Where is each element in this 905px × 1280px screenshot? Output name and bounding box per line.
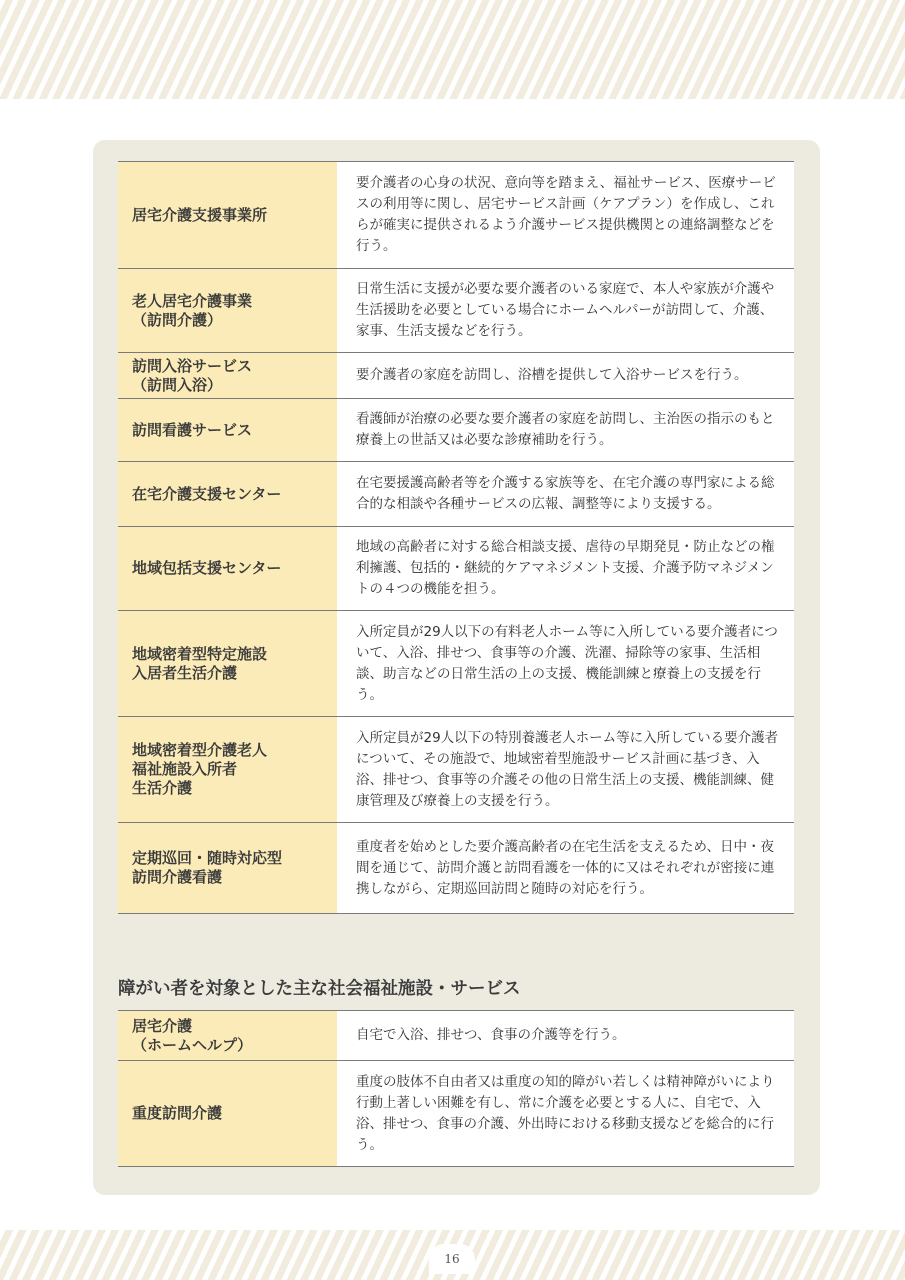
table-row [118, 611, 794, 717]
service-name [118, 353, 337, 399]
service-name-line: 居宅介護 （ホームヘルプ） [132, 1016, 253, 1054]
service-name-line: 訪問入浴サービス （訪問入浴） [132, 356, 253, 394]
service-name [118, 717, 337, 823]
disability-services-table [118, 1010, 794, 1167]
table-row [118, 527, 794, 611]
table-row [118, 823, 794, 914]
service-name-line: 地域密着型介護老人 福祉施設入所者 生活介護 [132, 741, 268, 797]
service-name-line: 地域密着型特定施設 入居者生活介護 [132, 644, 268, 682]
table-row [118, 269, 794, 353]
service-name: 居宅介護支援事業所 [118, 162, 337, 269]
section-heading: 障がい者を対象とした主な社会福祉施設・サービス [118, 979, 521, 999]
service-description: 看護師が治療の必要な要介護者の家庭を訪問し、主治医の指示のもと療養上の世話又は必要な診療補助を行う。 [337, 399, 794, 462]
table-row [118, 1061, 794, 1167]
table-row [118, 462, 794, 527]
service-description: 要介護者の心身の状況、意向等を踏まえ、福祉サービス、医療サービスの利用等に関し、居宅サービス計画（ケアプラン）を作成し、これらが確実に提供されるよう介護サービス提供機関との連絡調整などを行う。 [337, 162, 794, 269]
decorative-stripe-header [0, 0, 905, 99]
service-description: 要介護者の家庭を訪問し、浴槽を提供して入浴サービスを行う。 [337, 353, 794, 399]
service-name [118, 1011, 337, 1061]
service-name: 地域包括支援センター [118, 527, 337, 611]
table-row [118, 399, 794, 462]
elderly-services-table [118, 161, 794, 914]
service-description: 地域の高齢者に対する総合相談支援、虐待の早期発見・防止などの権利擁護、包括的・継続的ケアマネジメント支援、介護予防マネジメントの４つの機能を担う。 [337, 527, 794, 611]
table-row [118, 1011, 794, 1061]
table-row [118, 717, 794, 823]
service-name-line: 定期巡回・随時対応型 訪問介護看護 [132, 849, 283, 886]
service-description: 重度の肢体不自由者又は重度の知的障がい若しくは精神障がいにより行動上著しい困難を有し、常に介護を必要とする人に、自宅で、入浴、排せつ、食事の介護、外出時における移動支援などを総合的に行う。 [337, 1061, 794, 1167]
service-name-line: 老人居宅介護事業 （訪問介護） [132, 291, 253, 329]
service-description: 自宅で入浴、排せつ、食事の介護等を行う。 [337, 1011, 794, 1061]
table-row [118, 162, 794, 269]
service-description: 入所定員が29人以下の特別養護老人ホーム等に入所している要介護者について、その施設で、地域密着型施設サービス計画に基づき、入浴、排せつ、食事等の介護その他の日常生活上の支援、機能訓練、健康管理及び療養上の支援を行う。 [337, 717, 794, 823]
service-name: 訪問看護サービス [118, 399, 337, 462]
service-description: 在宅要援護高齢者等を介護する家族等を、在宅介護の専門家による総合的な相談や各種サービスの広報、調整等により支援する。 [337, 462, 794, 527]
service-name [118, 823, 337, 914]
service-description: 日常生活に支援が必要な要介護者のいる家庭で、本人や家族が介護や生活援助を必要としている場合にホームヘルパーが訪問して、介護、家事、生活支援などを行う。 [337, 269, 794, 353]
service-description: 入所定員が29人以下の有料老人ホーム等に入所している要介護者について、入浴、排せつ、食事等の介護、洗濯、掃除等の家事、生活相談、助言などの日常生活の上の支援、機能訓練と療養上の支援を行う。 [337, 611, 794, 717]
service-name: 在宅介護支援センター [118, 462, 337, 527]
service-name [118, 269, 337, 353]
page-number: 16 [429, 1244, 475, 1274]
service-name [118, 611, 337, 717]
service-name: 重度訪問介護 [118, 1061, 337, 1167]
table-row [118, 353, 794, 399]
service-description: 重度者を始めとした要介護高齢者の在宅生活を支えるため、日中・夜間を通じて、訪問介護と訪問看護を一体的に又はそれぞれが密接に連携しながら、定期巡回訪問と随時の対応を行う。 [337, 823, 794, 914]
